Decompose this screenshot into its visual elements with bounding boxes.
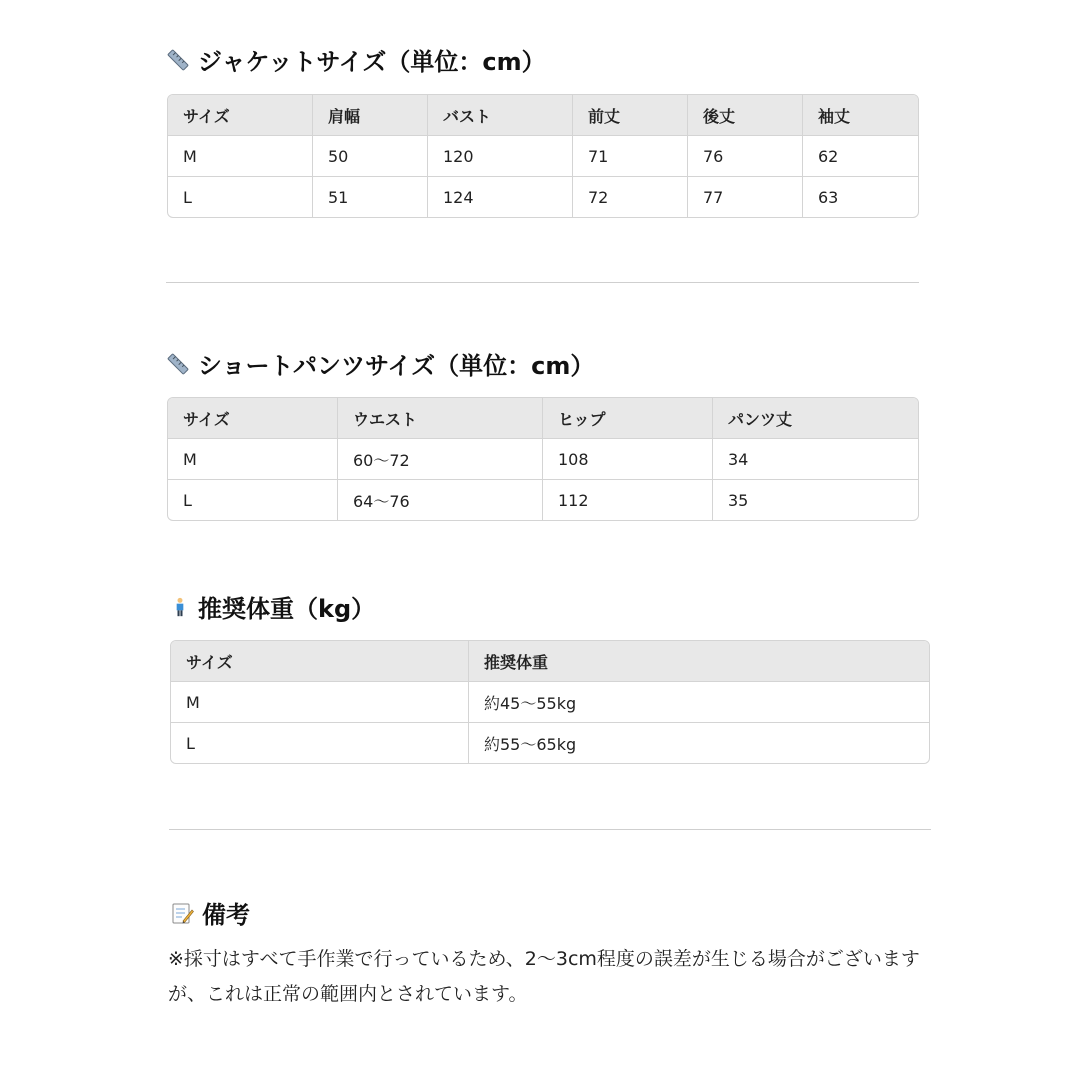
table-cell: M — [171, 682, 469, 723]
table-cell: 約45〜55kg — [469, 682, 929, 723]
table-cell: 約55〜65kg — [484, 734, 577, 754]
weight-table — [170, 640, 930, 764]
table-cell: 51 — [313, 177, 428, 217]
column-header: サイズ — [168, 95, 313, 136]
table-header-row — [171, 641, 929, 682]
section-divider — [166, 282, 919, 283]
table-cell: 76 — [688, 136, 803, 177]
column-header: 前丈 — [573, 95, 688, 136]
table-cell: 112 — [543, 480, 713, 520]
table-cell: L — [171, 723, 469, 763]
standing-person-icon — [170, 595, 190, 619]
notes-text: ※採寸はすべて手作業で行っているため、2〜3cm程度の誤差が生じる場合がございますが、これは正常の範囲内とされています。 — [168, 948, 920, 1005]
pants-title: ショートパンツサイズ（単位：cm） — [198, 352, 595, 380]
section-divider — [169, 829, 931, 830]
table-cell: 71 — [573, 136, 688, 177]
table-cell: 63 — [818, 187, 839, 207]
jacket-title: ジャケットサイズ（単位：cm） — [198, 48, 546, 76]
column-header: バスト — [428, 95, 573, 136]
table-cell: 50 — [313, 136, 428, 177]
column-header: 袖丈 — [803, 95, 918, 136]
table-cell: 124 — [428, 177, 573, 217]
ruler-icon — [166, 352, 190, 376]
table-cell: 64〜76 — [338, 480, 543, 520]
weight-heading — [170, 589, 375, 624]
table-cell: 108 — [543, 439, 713, 480]
memo-icon — [170, 901, 194, 925]
table-cell: M — [168, 439, 338, 480]
notes-title: 備考 — [202, 901, 250, 929]
jacket-size-table — [167, 94, 919, 218]
column-header: 肩幅 — [313, 95, 428, 136]
column-header: ヒップ — [543, 398, 713, 439]
table-row — [168, 177, 918, 217]
table-cell: 34 — [713, 439, 918, 480]
table-row — [171, 723, 929, 763]
table-row — [168, 480, 918, 520]
pants-heading — [166, 346, 594, 381]
table-cell: L — [168, 480, 338, 520]
table-cell: 35 — [728, 490, 749, 510]
pants-size-table — [167, 397, 919, 521]
table-row — [168, 439, 918, 480]
table-cell: 60〜72 — [338, 439, 543, 480]
column-header: サイズ — [171, 641, 469, 682]
column-header: 推奨体重 — [469, 641, 929, 682]
table-cell: L — [168, 177, 313, 217]
column-header: パンツ丈 — [713, 398, 918, 439]
column-header: サイズ — [168, 398, 338, 439]
jacket-heading — [166, 42, 546, 77]
table-row — [168, 136, 918, 177]
table-header-row — [168, 95, 918, 136]
table-cell: 77 — [688, 177, 803, 217]
ruler-icon — [166, 48, 190, 72]
column-header: 後丈 — [688, 95, 803, 136]
weight-title: 推奨体重（kg） — [198, 595, 376, 623]
table-row — [171, 682, 929, 723]
table-cell: 62 — [803, 136, 918, 177]
notes-heading — [170, 895, 250, 930]
table-header-row — [168, 398, 918, 439]
table-cell: 120 — [428, 136, 573, 177]
table-cell: M — [168, 136, 313, 177]
column-header: ウエスト — [338, 398, 543, 439]
table-cell: 72 — [573, 177, 688, 217]
